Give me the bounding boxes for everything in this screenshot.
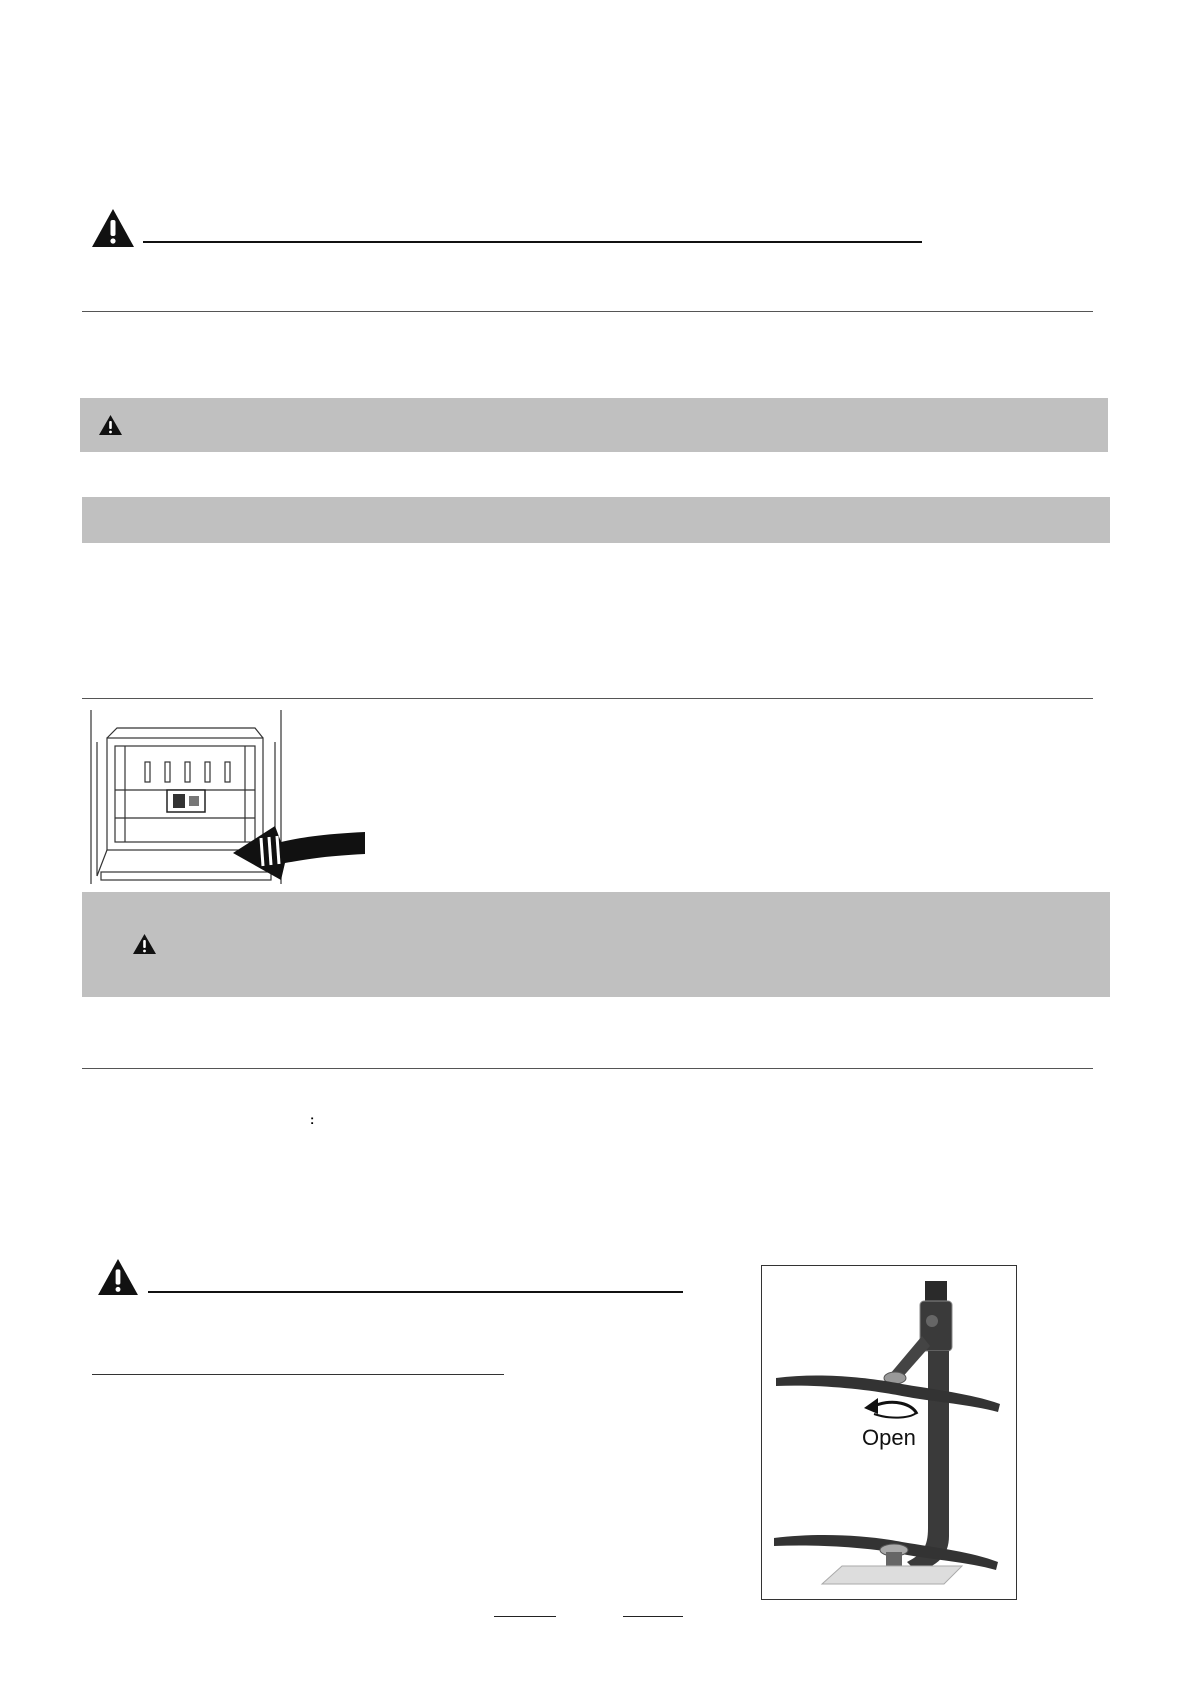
spray-arm-illustration [762,1266,1016,1599]
warning-triangle-icon [91,208,135,248]
warning-heading-underline [148,1291,683,1293]
spray-arm-figure [761,1265,1017,1600]
section-divider [82,1068,1093,1069]
section-divider [82,311,1093,312]
inline-underline [623,1616,683,1617]
warning-triangle-icon [97,1258,139,1296]
warning-triangle-icon [98,414,123,436]
colon-text: : [310,1112,315,1127]
open-arrow-icon [874,1412,917,1418]
dishwasher-filter-illustration [85,706,370,888]
notice-band [80,398,1108,452]
warning-triangle-icon [132,933,157,955]
section-divider [82,698,1093,699]
notice-band [82,892,1110,997]
warning-heading-underline [143,241,922,243]
notice-band [82,497,1110,543]
open-label: Open [862,1425,916,1450]
inline-underline [494,1616,556,1617]
subheading-underline [92,1374,504,1375]
